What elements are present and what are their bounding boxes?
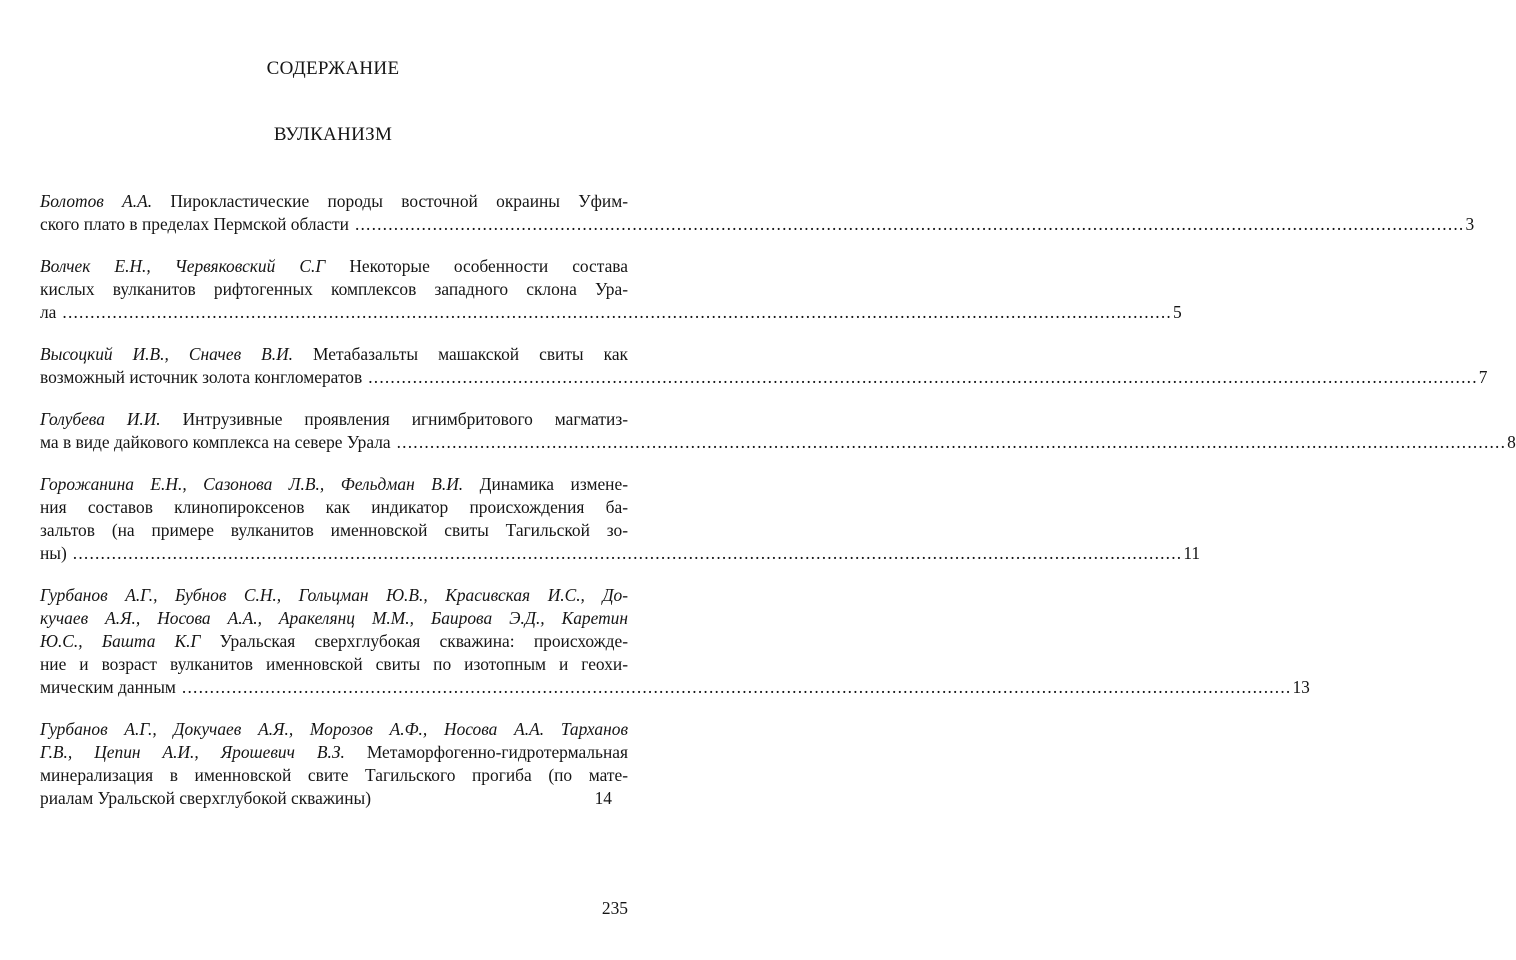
entry-authors: Ю.С., Башта К.Г <box>40 631 201 651</box>
entry-authors: Гурбанов А.Г., Докучаев А.Я., Морозов А.Ф., Носова А.А. Тарханов <box>40 719 628 739</box>
toc-line <box>40 630 628 653</box>
toc-entry[interactable] <box>40 473 1201 565</box>
entry-title: ма в виде дайкового комплекса на севере Урала <box>40 432 391 452</box>
entry-authors: Горожанина Е.Н., Сазонова Л.В., Фельдман В.И. <box>40 474 464 494</box>
entry-title: ского плато в пределах Пермской области <box>40 214 349 234</box>
toc-line <box>40 343 628 366</box>
toc-line <box>40 764 628 787</box>
toc-line <box>40 190 628 213</box>
entry-title: Некоторые особенности состава <box>325 256 628 276</box>
toc-line <box>40 408 628 431</box>
entry-authors: Гурбанов А.Г., Бубнов С.Н., Гольцман Ю.В., Красивская И.С., До- <box>40 585 628 605</box>
toc-line <box>40 584 628 607</box>
toc-line <box>40 496 628 519</box>
toc-line-last <box>40 542 1201 565</box>
entry-title: мическим данным <box>40 677 176 697</box>
entry-title: Динамика измене- <box>463 474 628 494</box>
toc-entry[interactable] <box>40 255 1182 324</box>
entry-authors: Голубева И.И. <box>40 409 161 429</box>
toc-line <box>40 741 628 764</box>
entry-page-number: 7 <box>1478 367 1488 387</box>
entry-authors: Болотов А.А. <box>40 191 153 211</box>
toc-line-last <box>40 301 1182 324</box>
leader-dots: ........................................................................................................................................................................................................ <box>181 677 1292 697</box>
toc-line-last <box>40 787 628 810</box>
entry-title: минерализация в именновской свите Тагильского прогиба (по мате- <box>40 765 628 785</box>
entry-title: ния составов клинопироксенов как индикатор происхождения ба- <box>40 497 628 517</box>
entry-title: зальтов (на примере вулканитов именновской свиты Тагильской зо- <box>40 520 628 540</box>
entry-title: ны) <box>40 543 67 563</box>
toc-line <box>40 519 628 542</box>
toc-entry[interactable] <box>40 408 1516 454</box>
entry-title: Метаморфогенно-гидротермальная <box>344 742 628 762</box>
leader-dots: ........................................................................................................................................................................................................ <box>62 302 1172 322</box>
entry-title: Интрузивные проявления игнимбритового магматиз- <box>160 409 629 429</box>
entry-authors: Г.В., Цепин А.И., Ярошевич В.З. <box>40 742 345 762</box>
toc-line-last <box>40 213 1475 236</box>
toc-entry[interactable] <box>40 343 1488 389</box>
entry-title: ние и возраст вулканитов именновской свиты по изотопным и геохи- <box>40 654 628 674</box>
leader-dots: ........................................................................................................................................................................................................ <box>72 543 1183 563</box>
entry-title: Метабазальты машакской свиты как <box>293 344 628 364</box>
entry-title: риалам Уральской сверхглубокой скважины) <box>40 788 371 808</box>
toc-line <box>40 607 628 630</box>
entry-title: кислых вулканитов рифтогенных комплексов западного склона Ура- <box>40 279 628 299</box>
entry-page-number: 8 <box>1507 432 1516 452</box>
entry-title: возможный источник золота конгломератов <box>40 367 363 387</box>
toc-line <box>40 653 628 676</box>
toc-line-last <box>40 431 1516 454</box>
toc-line-last <box>40 366 1488 389</box>
entry-page-number: 14 <box>594 788 612 808</box>
entry-title: Пирокластические породы восточной окраины Уфим- <box>152 191 628 211</box>
leader-dots: ........................................................................................................................................................................................................ <box>396 432 1507 452</box>
page-title: СОДЕРЖАНИЕ <box>266 58 400 79</box>
toc-line <box>40 278 628 301</box>
section-heading: ВУЛКАНИЗМ <box>273 124 393 145</box>
entry-page-number: 5 <box>1172 302 1182 322</box>
entry-page-number: 13 <box>1292 677 1310 697</box>
toc-line-last <box>40 676 1310 699</box>
entry-page-number: 3 <box>1465 214 1475 234</box>
toc-entry[interactable] <box>40 718 628 810</box>
toc-line <box>40 255 628 278</box>
entry-authors: Высоцкий И.В., Сначев В.И. <box>40 344 294 364</box>
entry-title: ла <box>40 302 57 322</box>
entry-authors: кучаев А.Я., Носова А.А., Аракелянц М.М., Баирова Э.Д., Каретин <box>40 608 628 628</box>
leader-dots: ........................................................................................................................................................................................................ <box>354 214 1465 234</box>
entry-page-number: 11 <box>1183 543 1201 563</box>
entry-authors: Волчек Е.Н., Червяковский С.Г <box>40 256 326 276</box>
table-of-contents <box>40 190 1516 829</box>
entry-title: Уральская сверхглубокая скважина: происхожде- <box>200 631 628 651</box>
toc-line <box>40 473 628 496</box>
toc-line <box>40 718 628 741</box>
leader-dots: ........................................................................................................................................................................................................ <box>368 367 1478 387</box>
page-number: 235 <box>601 898 628 918</box>
toc-entry[interactable] <box>40 190 1475 236</box>
toc-entry[interactable] <box>40 584 1310 699</box>
